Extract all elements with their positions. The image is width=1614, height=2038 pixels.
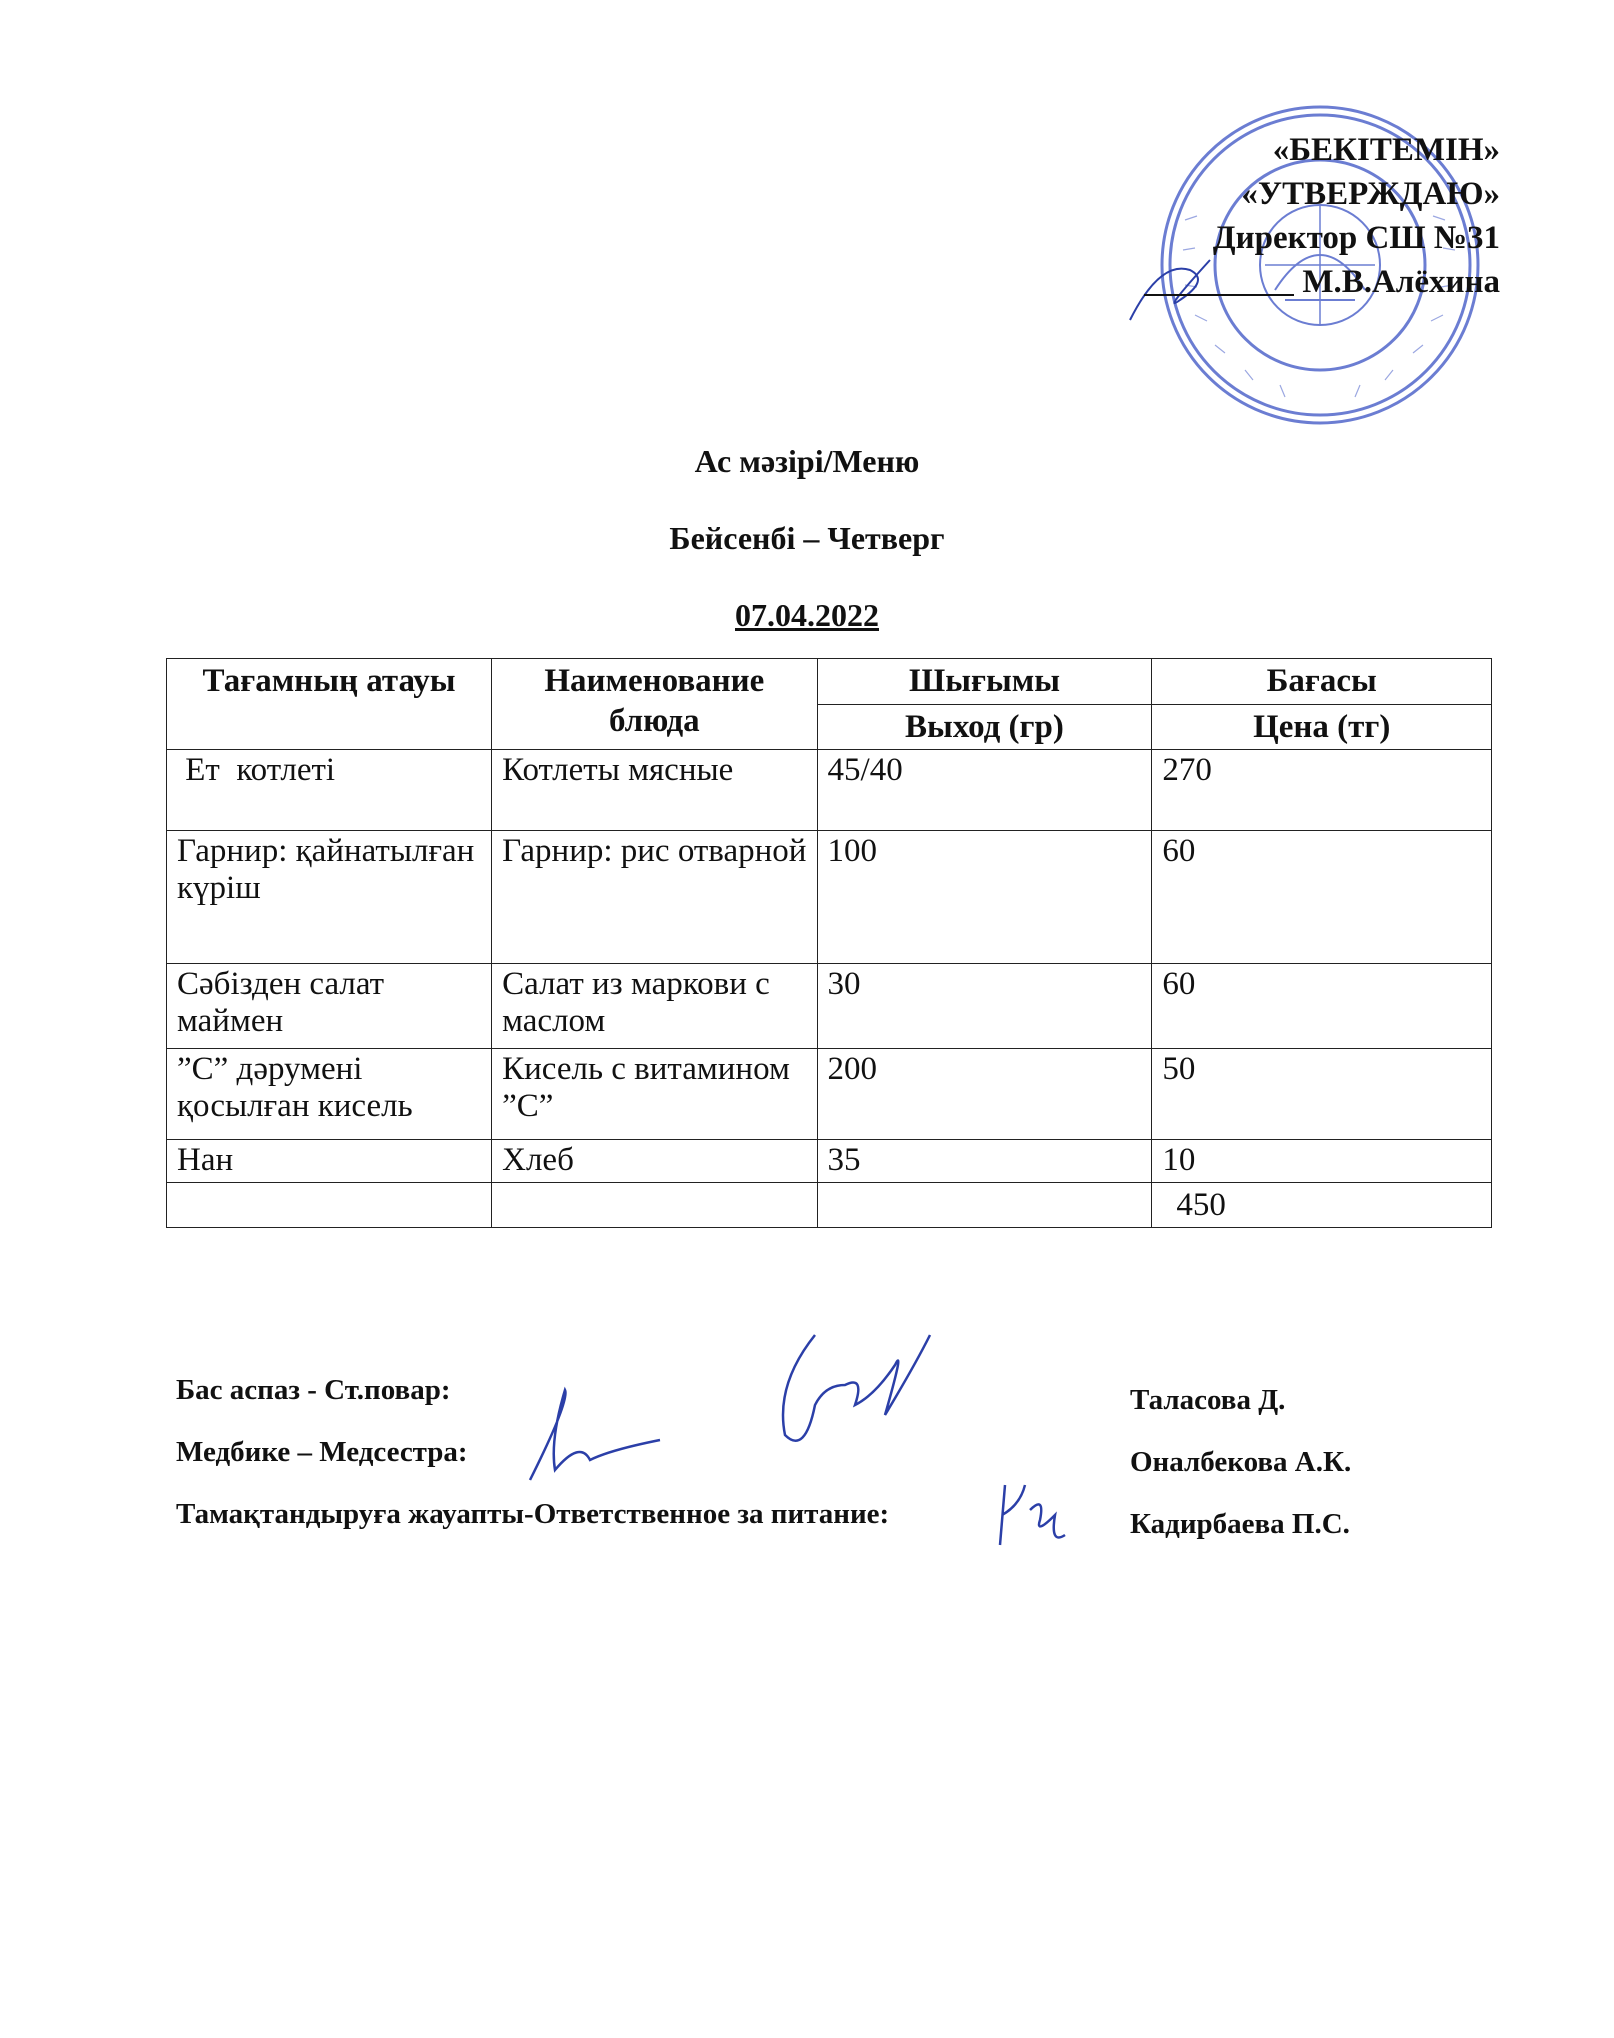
empty-cell — [167, 1183, 492, 1228]
page-title: Ас мәзірі/Меню — [694, 443, 920, 479]
table-header-row — [167, 659, 1492, 705]
responsible-name: Кадирбаева П.С. — [1130, 1508, 1350, 1540]
approval-ru: «УТВЕРЖДАЮ» — [1241, 176, 1500, 212]
total-row — [167, 1183, 1492, 1228]
col-header-price-kz: Бағасы — [1152, 659, 1492, 705]
table-row — [167, 964, 1492, 1049]
dish-price: 60 — [1152, 964, 1492, 1049]
menu-date-wrapper — [0, 597, 1614, 634]
responsible-signature — [990, 1475, 1090, 1555]
chef-signature — [755, 1325, 935, 1465]
dish-ru: Гарнир: рис отварной — [492, 831, 817, 964]
dish-ru: Хлеб — [492, 1140, 817, 1183]
nurse-signature — [510, 1380, 670, 1500]
chef-label: Бас аспаз - Ст.повар: — [176, 1374, 451, 1406]
menu-table — [166, 658, 1492, 1228]
total-price: 450 — [1152, 1183, 1492, 1228]
col-header-kz-name: Тағамның атауы — [167, 659, 492, 750]
dish-kz: Нан — [167, 1140, 492, 1183]
dish-ru: Салат из маркови с маслом — [492, 964, 817, 1049]
menu-date: 07.04.2022 — [735, 597, 879, 633]
table-row — [167, 831, 1492, 964]
day-of-week: Бейсенбі – Четверг — [669, 520, 945, 556]
dish-kz: Ет котлеті — [167, 750, 492, 831]
director-name-line — [1080, 260, 1500, 304]
director-title: Директор СШ №31 — [1212, 220, 1500, 256]
nurse-label: Медбике – Медсестра: — [176, 1436, 468, 1468]
approval-kz: «БЕКІТЕМІН» — [1272, 132, 1500, 168]
dish-price: 60 — [1152, 831, 1492, 964]
col-header-output-kz: Шығымы — [817, 659, 1152, 705]
nurse-name: Оналбекова А.К. — [1130, 1446, 1352, 1478]
table-row — [167, 1140, 1492, 1183]
empty-cell — [492, 1183, 817, 1228]
chef-name: Таласова Д. — [1130, 1384, 1286, 1416]
dish-kz: Гарнир: қайнатылған күріш — [167, 831, 492, 964]
col-header-output-ru: Выход (гр) — [817, 705, 1152, 750]
dish-price: 10 — [1152, 1140, 1492, 1183]
dish-ru: Котлеты мясные — [492, 750, 817, 831]
dish-kz: ”С” дәрумені қосылған кисель — [167, 1049, 492, 1140]
dish-ru: Кисель с витамином ”С” — [492, 1049, 817, 1140]
table-row — [167, 750, 1492, 831]
approval-block — [1080, 128, 1500, 304]
dish-output: 30 — [817, 964, 1152, 1049]
dish-output: 35 — [817, 1140, 1152, 1183]
signature-names — [1130, 1384, 1351, 1570]
table-row — [167, 1049, 1492, 1140]
dish-price: 270 — [1152, 750, 1492, 831]
dish-kz: Сәбізден салат маймен — [167, 964, 492, 1049]
dish-output: 45/40 — [817, 750, 1152, 831]
col-header-price-ru: Цена (тг) — [1152, 705, 1492, 750]
empty-cell — [817, 1183, 1152, 1228]
dish-price: 50 — [1152, 1049, 1492, 1140]
dish-output: 100 — [817, 831, 1152, 964]
director-name: М.В.Алёхина — [1302, 264, 1500, 300]
responsible-label: Тамақтандыруға жауапты-Ответственное за питание: — [176, 1498, 890, 1530]
dish-output: 200 — [817, 1049, 1152, 1140]
signature-line — [1144, 294, 1294, 296]
col-header-ru-name: Наименование блюда — [492, 659, 817, 750]
